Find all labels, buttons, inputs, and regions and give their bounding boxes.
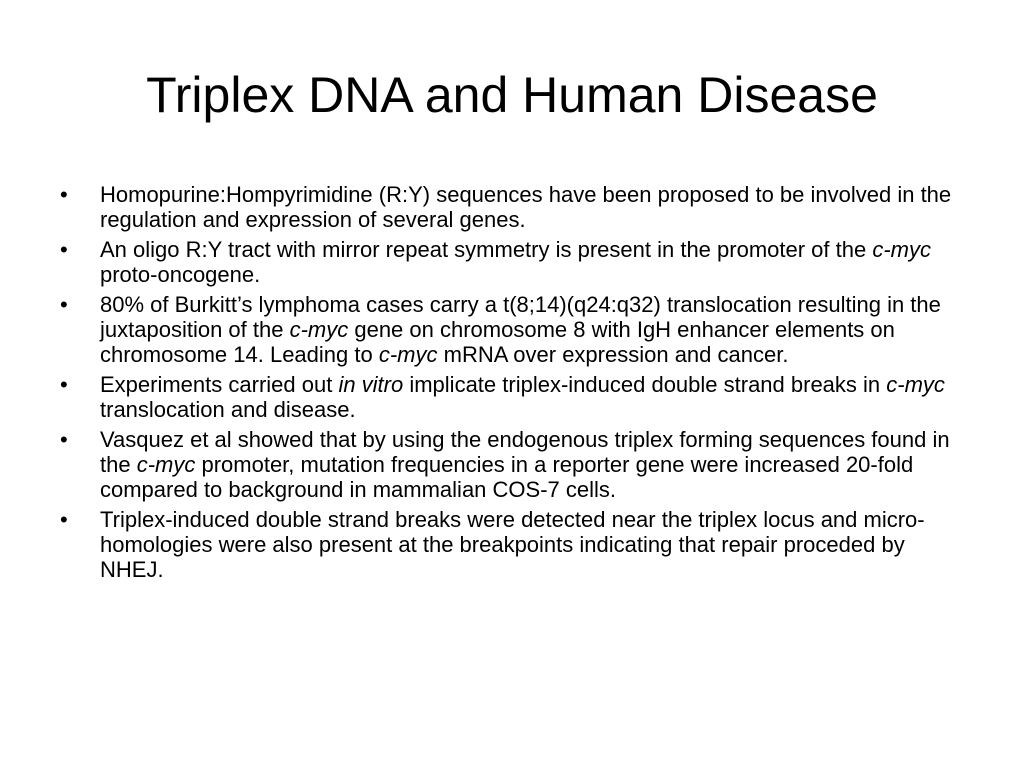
bullet-item: [58, 372, 958, 422]
bullet-text: [100, 372, 945, 422]
text-segment: 80% of Burkitt’s lymphoma cases carry a t(8;14)(q24:q32) translocation resulting in the juxtaposition of the: [100, 292, 941, 342]
bullet-text: [100, 427, 950, 502]
text-segment: translocation and disease.: [100, 397, 356, 422]
text-segment: An oligo R:Y tract with mirror repeat symmetry is present in the promoter of the: [100, 237, 873, 262]
bullet-text: [100, 237, 931, 287]
bullet-marker: •: [60, 427, 68, 452]
bullet-text: [100, 292, 941, 367]
text-segment: gene on chromosome 8 with IgH enhancer elements on chromosome 14. Leading to: [100, 317, 895, 367]
bullet-item: [58, 182, 958, 232]
text-segment: proto-oncogene.: [100, 262, 261, 287]
text-segment: Experiments carried out: [100, 372, 339, 397]
bullet-marker: •: [60, 237, 68, 262]
text-segment: promoter, mutation frequencies in a reporter gene were increased 20-fold compared to background in mammalian COS-7 cells.: [100, 452, 914, 502]
bullet-marker: •: [60, 182, 68, 207]
bullet-item: [58, 507, 958, 582]
bullet-item: [58, 427, 958, 502]
text-segment: mRNA over expression and cancer.: [437, 342, 789, 367]
italic-term: c-myc: [136, 452, 196, 477]
italic-term: c-myc: [289, 317, 349, 342]
bullet-item: [58, 292, 958, 367]
bullet-marker: •: [60, 507, 68, 532]
bullet-marker: •: [60, 372, 68, 397]
italic-term: c-myc: [378, 342, 438, 367]
italic-term: c-myc: [872, 237, 931, 262]
bullet-text: [100, 182, 951, 232]
text-segment: Homopurine:Hompyrimidine (R:Y) sequences have been proposed to be involved in the regulation and expression of several genes.: [100, 182, 952, 232]
bullet-text: [100, 507, 925, 582]
bullet-list: [58, 182, 958, 587]
text-segment: Triplex-induced double strand breaks were detected near the triplex locus and micro-homologies were also present at the breakpoints indicating that repair proceded by NHEJ.: [100, 507, 925, 582]
italic-term: in vitro: [338, 372, 404, 397]
bullet-item: [58, 237, 958, 287]
text-segment: Vasquez et al showed that by using the endogenous triplex forming sequences found in the: [100, 427, 950, 477]
slide-title: Triplex DNA and Human Disease: [146, 67, 878, 123]
italic-term: c-myc: [886, 372, 945, 397]
bullet-marker: •: [60, 292, 68, 317]
text-segment: implicate triplex-induced double strand breaks in: [403, 372, 887, 397]
